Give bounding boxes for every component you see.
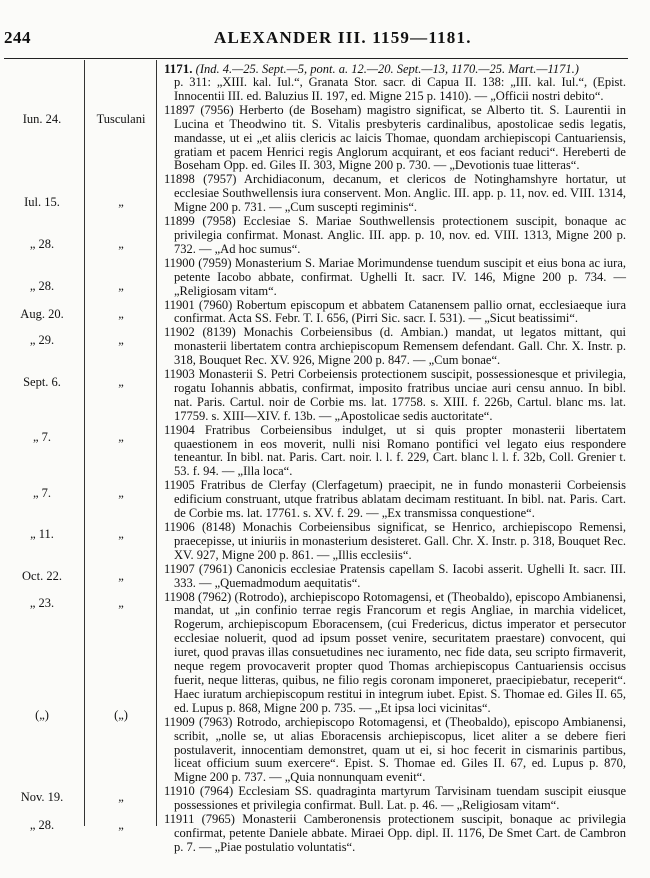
regest-entry: 11899 (7958) Ecclesiae S. Mariae Southwellensis protectionem suscipit, bonaque ac privilegia confirmat. Monast. Anglic. III. app. p. 10, nov. ed. VIII. 1313, Migne 200 p. 732. — „Ad hoc sumus“. (164, 214, 626, 256)
column-divider (84, 60, 85, 826)
entry-date: „ 7. (32, 430, 52, 444)
regest-entry: 11903 Monasterii S. Petri Corbeiensis protectionem suscipit, possessionesque et privilegia, rogatu Iohannis abbatis, confirmat, imposito fratribus unciae auri censu annuo. In bibl. nat. Paris. Cartul. noir de Corbie ms. lat. 17758. s. XIII. f. 226b, Cartul. blanc ms. lat. 17759. s. XIII—XIV. f. 13b. — „Apostolicae sedis auctoritate“. (164, 367, 626, 423)
header-rule (4, 58, 628, 59)
regest-entry: 11909 (7963) Rotrodo, archiepiscopo Rotomagensi, et (Theobaldo), episcopo Ambianensi, scribit, „nolle se, ut alias Eboracensis archiepiscopus, licet aliter a se debere fieri postulaverit, innocentiam demonstret, quam ut ei, si hoc fecerit in cismarinis partibus, liceat officium suum exercere“. Epist. S. Thomae ed. Giles II. 67, ed. Lupus p. 870, Migne 200 p. 737. — „Quia nonnunquam evenit“. (164, 714, 626, 785)
entry-date: „ 28. (29, 237, 55, 251)
page-header (0, 28, 650, 50)
regest-entry: 11902 (8139) Monachis Corbeiensibus (d. Ambian.) mandat, ut legatos mittant, qui monasterii libertatem contra archiepiscopum Remensem defendant. Gall. Chr. X. Instr. p. 318, Bouquet Rec. XV. 926, Migne 200 p. 847. — „Cum bonae“. (164, 325, 626, 368)
running-title: ALEXANDER III. 1159—1181. (214, 28, 472, 47)
entry-date: „ 23. (29, 596, 55, 610)
entry-date: Iul. 15. (24, 195, 60, 209)
entry-date: Aug. 20. (20, 307, 64, 321)
entry-date: Nov. 19. (20, 790, 64, 804)
entry-place: „ (118, 375, 124, 389)
regest-entry: 11905 Fratribus de Clerfay (Clerfagetum) praecipit, ne in fundo monasterii Corbeiensis edificium construant, utque fratribus ablatam decimam restituant. In bibl. nat. Paris. Cart. de Corbie ms. lat. 17761. s. XV. f. 29. — „Ex transmissa conquestione“. (164, 478, 626, 521)
regest-entry: 11897 (7956) Herberto (de Boseham) magistro significat, se Alberto tit. S. Laurentii in Lucina et Theodwino tit. S. Vitalis presbyteris cardinalibus, apostolicae sedis legatis, mandasse, ut ei „et aliis clericis ac laicis Thomae, quondam archiepiscopi Cantuariensis, gratiam et pacem Henrici regis Anglorum acquirant, et eos faciant reduci“. Hereberti de Boseham Opp. ed. Giles II. 303, Migne 200 p. 730. — „Devotionis tuae litteras“. (164, 102, 626, 173)
entry-date: „ 29. (29, 333, 55, 347)
regest-entry: 11907 (7961) Canonicis ecclesiae Pratensis capellam S. Iacobi asserit. Ughelli It. sacr. III. 333. — „Quemadmodum aequitatis“. (164, 561, 626, 590)
entry-place: „ (118, 818, 124, 832)
entry-place: („) (114, 708, 128, 722)
regest-entry: 11911 (7965) Monasterii Camberonensis protectionem suscipit, bonaque ac privilegia confirmat, petente Daniele abbate. Miraei Opp. dipl. II. 1176, De Smet Cart. de Cambron p. 7. — „Piae postulatio voluntatis“. (164, 812, 626, 854)
year-chronology: (Ind. 4.—25. Sept.—5, pont. a. 12.—20. Sept.—13, 1170.—25. Mart.—1171.) (195, 62, 579, 76)
regest-entry: 11904 Fratribus Corbeiensibus indulget, ut si quis propter monasterii libertatem quaestionem in eos moverit, nulli nisi Romano pontifici vel legato eius respondere teneantur. In bibl. nat. Paris. Cart. noir. l. l. f. 229, Cart. blanc l. l. f. 32b, Coll. Grenier t. 53. f. 94. — „Illa loca“. (164, 422, 626, 479)
entry-place: „ (118, 790, 124, 804)
entry-place: „ (118, 569, 124, 583)
regest-entry: 11898 (7957) Archidiaconum, decanum, et clericos de Notinghamshyre hortatur, ut ecclesiae Southwellensis iura conservent. Mon. Anglic. III. app. p. 11, nov. ed. VIII. 1314, Migne 200 p. 731. — „Cum suscepti regiminis“. (164, 172, 626, 215)
entry-date: „ 11. (30, 527, 54, 541)
regest-entry: 11910 (7964) Ecclesiam SS. quadraginta martyrum Tarvisinam tuendam suscipit eiusque possessiones et privilegia confirmat. Bull. Lat. p. 46. — „Religiosam vitam“. (164, 784, 626, 813)
entry-place: „ (118, 596, 124, 610)
page-number: 244 (4, 28, 31, 47)
regest-entry: 11901 (7960) Robertum episcopum et abbatem Catanensem pallio ornat, ecclesiaeque iura confirmat. Acta SS. Febr. T. I. 656, (Pirri Sic. sacr. I. 531). — „Sicut beatissimi“. (164, 297, 626, 326)
year-label: 1171. (164, 61, 193, 76)
entry-date: („) (35, 708, 49, 722)
column-divider (156, 60, 157, 826)
entry-place: „ (118, 333, 124, 347)
entry-date: „ 7. (32, 486, 52, 500)
entry-place: „ (118, 430, 124, 444)
entry-place: „ (118, 237, 124, 251)
entry-place: „ (118, 486, 124, 500)
continued-entry: p. 311: „XIII. kal. Iul.“, Granata Stor. sacr. di Capua II. 138: „III. kal. Iul.“, (Epist. Innocentii III. ed. Baluzius II. 197, ed. Migne 215 p. 1410). — „Officii nostri debito“. (174, 75, 626, 103)
entry-date: Oct. 22. (22, 569, 62, 583)
year-heading (164, 62, 626, 76)
entry-date: Iun. 24. (22, 112, 62, 126)
entry-date: „ 28. (29, 818, 55, 832)
entry-place: „ (118, 527, 124, 541)
regest-body (164, 62, 626, 855)
entry-place: Tusculani (96, 112, 146, 126)
regest-entry: 11906 (8148) Monachis Corbeiensibus significat, se Henrico, archiepiscopo Remensi, praecepisse, ut iniuriis in monasterium desisteret. Gall. Chr. X. Instr. p. 318, Bouquet Rec. XV. 927, Migne 200 p. 861. — „Illis ecclesiis“. (164, 520, 626, 562)
entry-place: „ (118, 279, 124, 293)
entry-date: „ 28. (29, 279, 55, 293)
regest-entry: 11908 (7962) (Rotrodo), archiepiscopo Rotomagensi, et (Theobaldo), episcopo Ambianensi, mandat, ut „in confinio terrae regis Francorum et regis Angliae, in marchia videlicet, Rogerum, archiepiscopum Eboracensem, (cui Fredericus, dictus imperator et persecutor ecclesiae noluerit, quod ad ipsum posset venire, securitatem praestare) convocent, qui iuret, quod pravas illas consuetudines nec iuramento, nec fide data, seu scripto firmaverit, neque regem provocaverit propter quod Thomas archiepiscopus Cantuariensis occisus fuerit, neque litteras, quibus, ne filio regis coronam imponeret, praecipiebatur, receperit“. Haec iuratum archiepiscopum restitui in integrum iubet. Epist. S. Thomae ed. Giles II. 65, ed. Lupus p. 868, Migne 200 p. 735. — „Et ipsa loci vicinitas“. (164, 589, 626, 715)
entry-place: „ (118, 307, 124, 321)
entry-place: „ (118, 195, 124, 209)
regest-entry: 11900 (7959) Monasterium S. Mariae Morimundense tuendum suscipit et eius bona ac iura, petente Iacobo abbate, confirmat. Ughelli It. sacr. IV. 146, Migne 200 p. 734. — „Religiosam vitam“. (164, 255, 626, 298)
entry-date: Sept. 6. (23, 375, 61, 389)
